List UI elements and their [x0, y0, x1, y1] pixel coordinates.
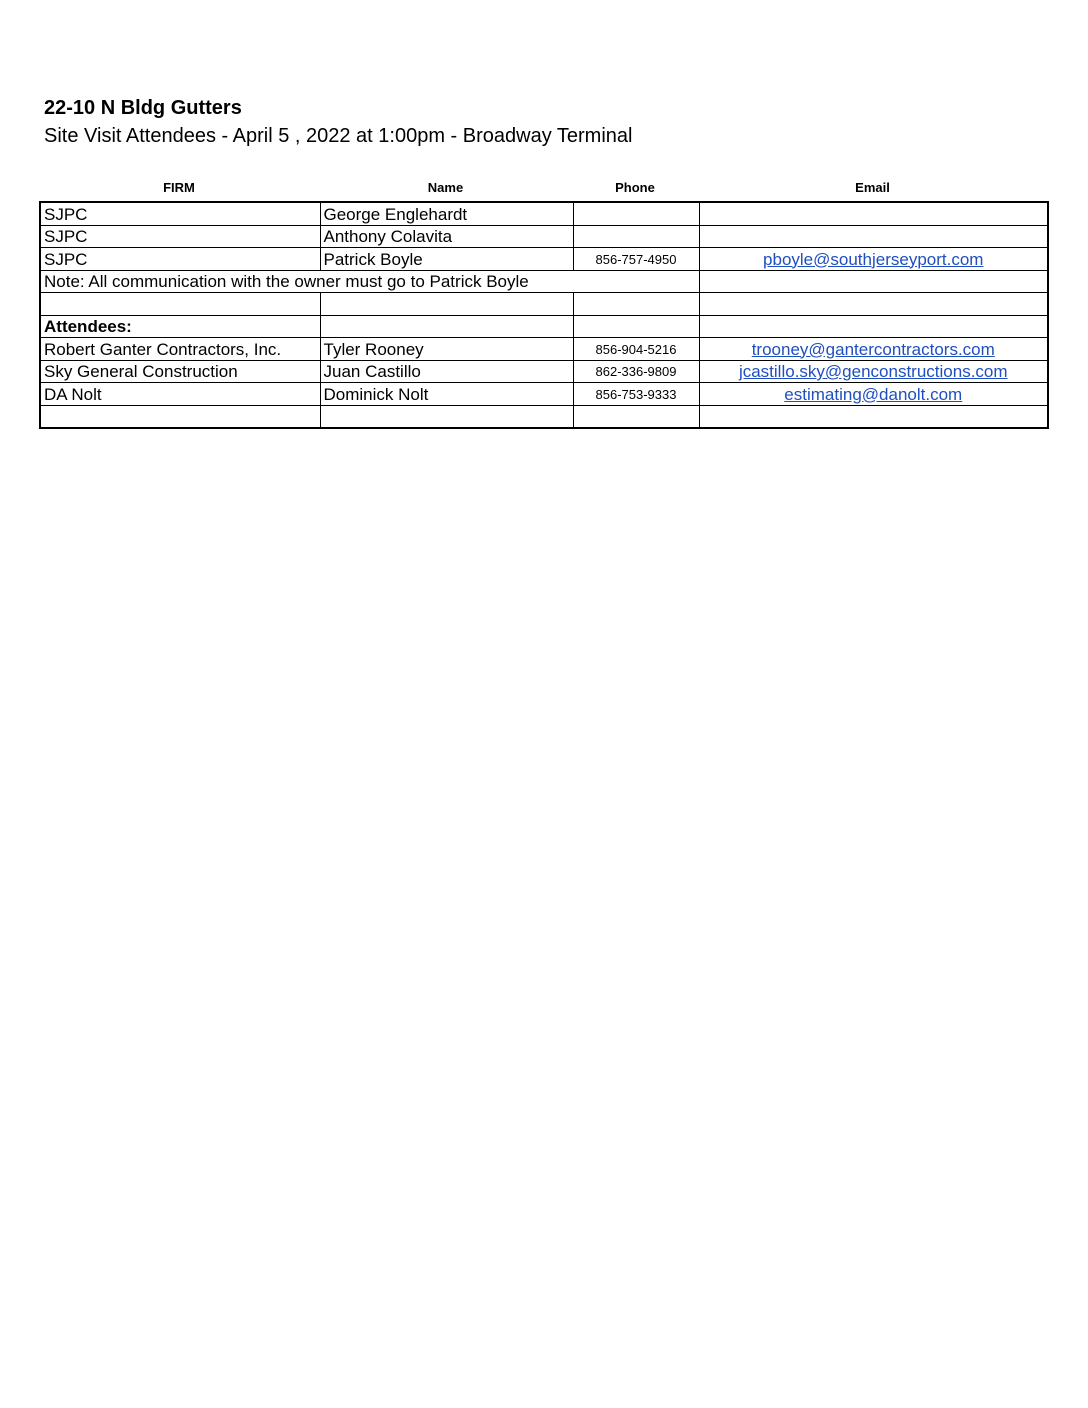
email-cell — [699, 202, 1048, 225]
email-link[interactable]: jcastillo.sky@genconstructions.com — [738, 362, 1008, 381]
table-row — [40, 202, 1048, 225]
table-row — [40, 293, 1048, 316]
table-row — [40, 405, 1048, 428]
name-cell — [320, 293, 573, 316]
name-cell: Juan Castillo — [320, 360, 573, 383]
phone-cell: 856-757-4950 — [573, 248, 699, 271]
name-cell: Dominick Nolt — [320, 383, 573, 406]
attendees-table — [39, 201, 1049, 429]
phone-cell: 856-904-5216 — [573, 338, 699, 361]
email-cell — [699, 270, 1048, 293]
firm-cell — [40, 293, 320, 316]
column-header-name: Name — [427, 180, 464, 195]
table-row — [40, 338, 1048, 361]
name-cell: Patrick Boyle — [320, 248, 573, 271]
name-cell — [320, 315, 573, 338]
document-title: 22-10 N Bldg Gutters — [44, 97, 242, 119]
column-header-email: Email — [855, 180, 890, 195]
email-link[interactable]: trooney@gantercontractors.com — [751, 339, 995, 359]
table-row — [40, 225, 1048, 248]
email-link[interactable]: pboyle@southjerseyport.com — [763, 249, 984, 269]
email-cell — [699, 293, 1048, 316]
table-row — [40, 248, 1048, 271]
email-cell — [699, 338, 1048, 361]
column-header-phone: Phone — [615, 180, 655, 195]
name-cell — [320, 405, 573, 428]
document-subtitle: Site Visit Attendees - April 5 , 2022 at 1:00pm - Broadway Terminal — [44, 125, 633, 147]
note-row — [40, 270, 1048, 293]
name-cell: Anthony Colavita — [320, 225, 573, 248]
phone-cell — [573, 405, 699, 428]
attendees-label-row — [40, 315, 1048, 338]
table-row — [40, 383, 1048, 406]
name-cell: George Englehardt — [320, 202, 573, 225]
phone-cell — [573, 293, 699, 316]
phone-cell: 862-336-9809 — [573, 360, 699, 383]
firm-cell: DA Nolt — [40, 383, 320, 406]
firm-cell: Sky General Construction — [40, 360, 320, 383]
firm-cell — [40, 405, 320, 428]
table-row — [40, 360, 1048, 383]
column-header-firm: FIRM — [163, 180, 195, 195]
email-cell — [699, 405, 1048, 428]
firm-cell: SJPC — [40, 248, 320, 271]
firm-cell: SJPC — [40, 225, 320, 248]
email-cell — [699, 315, 1048, 338]
phone-cell — [573, 315, 699, 338]
email-cell — [699, 248, 1048, 271]
email-cell — [699, 383, 1048, 406]
phone-cell — [573, 202, 699, 225]
email-cell — [699, 225, 1048, 248]
attendees-label: Attendees: — [40, 315, 320, 338]
name-cell: Tyler Rooney — [320, 338, 573, 361]
email-link[interactable]: estimating@danolt.com — [784, 384, 963, 404]
column-headers — [39, 180, 1047, 200]
phone-cell — [573, 225, 699, 248]
email-cell — [699, 360, 1048, 383]
note-cell: Note: All communication with the owner must go to Patrick Boyle — [40, 270, 699, 293]
phone-cell: 856-753-9333 — [573, 383, 699, 406]
firm-cell: Robert Ganter Contractors, Inc. — [40, 338, 320, 361]
firm-cell: SJPC — [40, 202, 320, 225]
